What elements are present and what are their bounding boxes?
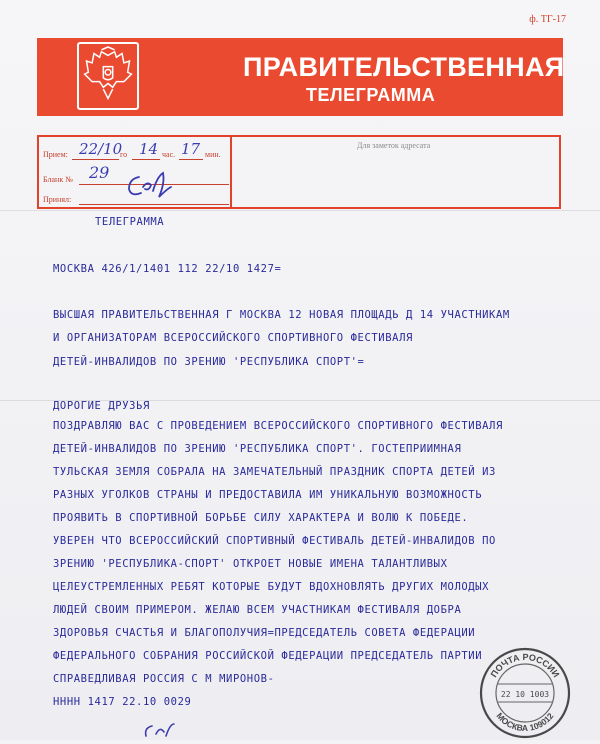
header-banner xyxy=(37,38,563,116)
postmark-bottom-text: МОСКВА 109012 xyxy=(494,710,556,733)
russian-coat-of-arms-icon xyxy=(77,42,139,110)
minute-label: мин. xyxy=(205,150,221,159)
received-day-handwritten: 22/10 xyxy=(79,140,123,158)
message-line: ЦЕЛЕУСТРЕМЛЕННЫХ РЕБЯТ КОТОРЫЕ БУДУТ ВДОХНОВЛЯТЬ ДРУГИХ МОЛОДЫХ xyxy=(53,581,490,593)
form-code: ф. ТГ-17 xyxy=(529,14,566,25)
field-line xyxy=(132,159,160,160)
postmark-date: 22 10 1003 xyxy=(500,690,550,699)
field-line xyxy=(72,159,119,160)
minute-handwritten: 17 xyxy=(181,140,201,158)
header-title: ПРАВИТЕЛЬСТВЕННАЯ xyxy=(243,52,565,82)
message-line: ДОРОГИЕ ДРУЗЬЯ xyxy=(53,400,150,412)
address-line: И ОРГАНИЗАТОРАМ ВСЕРОССИЙСКОГО СПОРТИВНОГО ФЕСТИВАЛЯ xyxy=(53,332,413,344)
postmark-top-text: ПОЧТА РОССИИ xyxy=(488,651,562,680)
address-line: ДЕТЕЙ-ИНВАЛИДОВ ПО ЗРЕНИЮ 'РЕСПУБЛИКА СПОРТ'= xyxy=(53,356,365,368)
notes-label: Для заметок адресата xyxy=(357,141,431,150)
message-line: ПРОЯВИТЬ В СПОРТИВНОЙ БОРЬБЕ СИЛУ ХАРАКТЕРА И ВОЛЮ К ПОБЕДЕ. xyxy=(53,512,469,524)
bottom-signature xyxy=(140,720,180,740)
message-line: ПОЗДРАВЛЯЮ ВАС С ПРОВЕДЕНИЕМ ВСЕРОССИЙСКОГО СПОРТИВНОГО ФЕСТИВАЛЯ xyxy=(53,420,503,432)
address-line: ВЫСШАЯ ПРАВИТЕЛЬСТВЕННАЯ Г МОСКВА 12 НОВАЯ ПЛОЩАДЬ Д 14 УЧАСТНИКАМ xyxy=(53,309,510,321)
blank-number-handwritten: 29 xyxy=(89,163,110,182)
message-line: ФЕДЕРАЛЬНОГО СОБРАНИЯ РОССИЙСКОЙ ФЕДЕРАЦИИ ПРЕДСЕДАТЕЛЬ ПАРТИИ xyxy=(53,650,483,662)
reception-form xyxy=(37,135,561,209)
blank-number-label: Бланк № xyxy=(43,175,73,184)
telegram-heading: ТЕЛЕГРАММА xyxy=(95,216,165,228)
header-subtitle: ТЕЛЕГРАММА xyxy=(306,85,436,105)
postmark-stamp xyxy=(478,646,572,740)
received-label: Прием: xyxy=(43,150,68,159)
paper-fold-line xyxy=(0,210,600,211)
message-line: ЗДОРОВЬЯ СЧАСТЬЯ И БЛАГОПОЛУЧИЯ=ПРЕДСЕДАТЕЛЬ СОВЕТА ФЕДЕРАЦИИ xyxy=(53,627,476,639)
hour-label: час. xyxy=(162,150,176,159)
reception-fields xyxy=(39,137,232,207)
field-line xyxy=(79,204,229,205)
message-line: УВЕРЕН ЧТО ВСЕРОССИЙСКИЙ СПОРТИВНЫЙ ФЕСТИВАЛЬ ДЕТЕЙ-ИНВАЛИДОВ ПО xyxy=(53,535,496,547)
message-line: РАЗНЫХ УГОЛКОВ СТРАНЫ И ПРЕДОСТАВИЛА ИМ УНИКАЛЬНУЮ ВОЗМОЖНОСТЬ xyxy=(53,489,483,501)
field-line xyxy=(179,159,203,160)
closing-service-line: НННН 1417 22.10 0029 xyxy=(53,696,192,708)
message-line: ДЕТЕЙ-ИНВАЛИДОВ ПО ЗРЕНИЮ 'РЕСПУБЛИКА СПОРТ'. ГОСТЕПРИИМНАЯ xyxy=(53,443,462,455)
service-line: МОСКВА 426/1/1401 112 22/10 1427= xyxy=(53,263,282,275)
message-line: ТУЛЬСКАЯ ЗЕМЛЯ СОБРАЛА НА ЗАМЕЧАТЕЛЬНЫЙ ПРАЗДНИК СПОРТА ДЕТЕЙ ИЗ xyxy=(53,466,496,478)
message-line: ЗРЕНИЮ 'РЕСПУБЛИКА-СПОРТ' ОТКРОЕТ НОВЫЕ ИМЕНА ТАЛАНТЛИВЫХ xyxy=(53,558,448,570)
hour-handwritten: 14 xyxy=(139,140,159,158)
operator-signature xyxy=(123,167,183,203)
year-label: го xyxy=(120,150,128,159)
message-line: СПРАВЕДЛИВАЯ РОССИЯ С М МИРОНОВ- xyxy=(53,673,275,685)
message-line: ЛЮДЕЙ СВОИМ ПРИМЕРОМ. ЖЕЛАЮ ВСЕМ УЧАСТНИКАМ ФЕСТИВАЛЯ ДОБРА xyxy=(53,604,462,616)
accepted-label: Принял: xyxy=(43,195,72,204)
